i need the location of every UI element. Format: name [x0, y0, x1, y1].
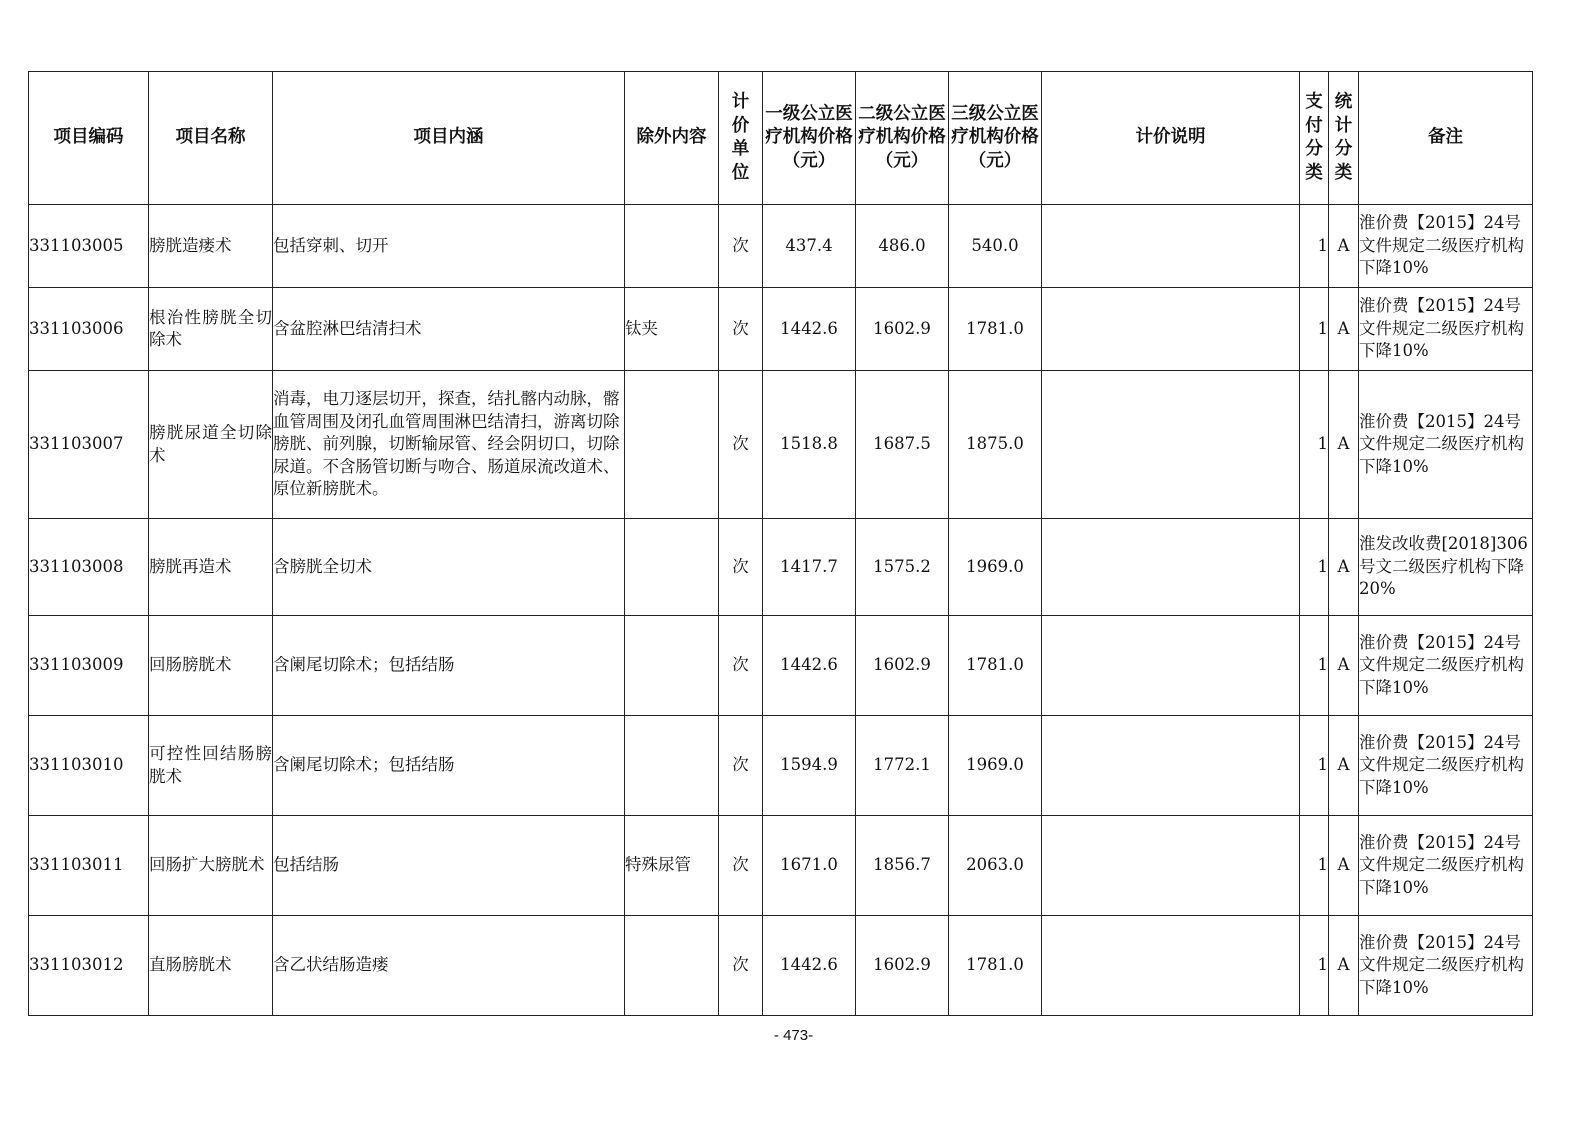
cell-unit: 次: [719, 519, 763, 616]
cell-payment-class: 1: [1300, 916, 1329, 1016]
header-unit: 计价单位: [731, 92, 750, 183]
price-table: [28, 71, 1533, 1016]
cell-price2: 1602.9: [856, 916, 949, 1016]
table-row: [29, 371, 1533, 519]
cell-name: 膀胱造瘘术: [149, 205, 273, 288]
cell-exclusion: [625, 716, 719, 816]
cell-pricing-note: [1042, 205, 1300, 288]
cell-name: 膀胱尿道全切除术: [149, 371, 273, 519]
cell-pricing-note: [1042, 519, 1300, 616]
header-price3-cell: [949, 72, 1042, 205]
cell-unit: 次: [719, 816, 763, 916]
cell-remark: 淮价费【2015】24号文件规定二级医疗机构下降10%: [1359, 616, 1533, 716]
cell-remark: 淮价费【2015】24号文件规定二级医疗机构下降10%: [1359, 371, 1533, 519]
cell-name: 回肠膀胱术: [149, 616, 273, 716]
cell-code: 331103008: [29, 519, 149, 616]
cell-content: 含阑尾切除术；包括结肠: [273, 616, 625, 716]
header-price1-cell: [763, 72, 856, 205]
header-unit-cell: [719, 72, 763, 205]
table-row: [29, 519, 1533, 616]
cell-price2: 1856.7: [856, 816, 949, 916]
cell-code: 331103006: [29, 288, 149, 371]
cell-code: 331103009: [29, 616, 149, 716]
table-row: [29, 616, 1533, 716]
cell-pricing-note: [1042, 916, 1300, 1016]
cell-pricing-note: [1042, 371, 1300, 519]
cell-pricing-note: [1042, 716, 1300, 816]
cell-name: 直肠膀胱术: [149, 916, 273, 1016]
cell-name: 根治性膀胱全切除术: [149, 288, 273, 371]
cell-remark: 淮价费【2015】24号文件规定二级医疗机构下降10%: [1359, 716, 1533, 816]
header-content: 项目内涵: [273, 72, 625, 205]
cell-price1: 437.4: [763, 205, 856, 288]
cell-price1: 1442.6: [763, 916, 856, 1016]
cell-stat-class: A: [1329, 916, 1359, 1016]
cell-exclusion: [625, 916, 719, 1016]
cell-exclusion: [625, 371, 719, 519]
cell-price2: 1602.9: [856, 288, 949, 371]
page-number: - 473-: [773, 1027, 814, 1044]
cell-price3: 1781.0: [949, 916, 1042, 1016]
cell-remark: 淮价费【2015】24号文件规定二级医疗机构下降10%: [1359, 916, 1533, 1016]
cell-price1: 1518.8: [763, 371, 856, 519]
cell-stat-class: A: [1329, 519, 1359, 616]
cell-price3: 540.0: [949, 205, 1042, 288]
cell-price2: 1602.9: [856, 616, 949, 716]
cell-exclusion: 钛夹: [625, 288, 719, 371]
cell-content: 包括结肠: [273, 816, 625, 916]
header-price1: 一级公立医疗机构价格（元）: [765, 103, 853, 171]
cell-payment-class: 1: [1300, 371, 1329, 519]
cell-price1: 1594.9: [763, 716, 856, 816]
cell-price2: 1772.1: [856, 716, 949, 816]
cell-content: 含乙状结肠造瘘: [273, 916, 625, 1016]
cell-price3: 1875.0: [949, 371, 1042, 519]
cell-remark: 淮价费【2015】24号文件规定二级医疗机构下降10%: [1359, 816, 1533, 916]
cell-price1: 1442.6: [763, 616, 856, 716]
cell-content: 含盆腔淋巴结清扫术: [273, 288, 625, 371]
cell-stat-class: A: [1329, 205, 1359, 288]
cell-payment-class: 1: [1300, 616, 1329, 716]
header-payment-class: 支付分类: [1305, 92, 1323, 183]
cell-payment-class: 1: [1300, 519, 1329, 616]
cell-price1: 1442.6: [763, 288, 856, 371]
cell-price2: 1575.2: [856, 519, 949, 616]
cell-pricing-note: [1042, 288, 1300, 371]
cell-name: 可控性回结肠膀胱术: [149, 716, 273, 816]
cell-remark: 淮价费【2015】24号文件规定二级医疗机构下降10%: [1359, 288, 1533, 371]
cell-exclusion: [625, 616, 719, 716]
cell-unit: 次: [719, 288, 763, 371]
cell-name: 膀胱再造术: [149, 519, 273, 616]
cell-payment-class: 1: [1300, 288, 1329, 371]
cell-exclusion: 特殊尿管: [625, 816, 719, 916]
cell-price3: 1781.0: [949, 616, 1042, 716]
table-row: [29, 816, 1533, 916]
cell-remark: 淮发改收费[2018]306号文二级医疗机构下降20%: [1359, 519, 1533, 616]
cell-payment-class: 1: [1300, 716, 1329, 816]
cell-content: 含阑尾切除术；包括结肠: [273, 716, 625, 816]
header-pay-cell: [1300, 72, 1329, 205]
cell-unit: 次: [719, 616, 763, 716]
cell-code: 331103005: [29, 205, 149, 288]
table-row: [29, 288, 1533, 371]
cell-price3: 1969.0: [949, 716, 1042, 816]
cell-price3: 1781.0: [949, 288, 1042, 371]
header-pricing-note: 计价说明: [1042, 72, 1300, 205]
header-stat-cell: [1329, 72, 1359, 205]
cell-stat-class: A: [1329, 371, 1359, 519]
cell-pricing-note: [1042, 616, 1300, 716]
cell-code: 331103012: [29, 916, 149, 1016]
cell-code: 331103007: [29, 371, 149, 519]
cell-remark: 淮价费【2015】24号文件规定二级医疗机构下降10%: [1359, 205, 1533, 288]
table-header-row: [29, 72, 1533, 205]
header-name: 项目名称: [149, 72, 273, 205]
header-stat-class: 统计分类: [1334, 92, 1353, 183]
cell-price1: 1671.0: [763, 816, 856, 916]
cell-content: 含膀胱全切术: [273, 519, 625, 616]
cell-code: 331103010: [29, 716, 149, 816]
cell-stat-class: A: [1329, 816, 1359, 916]
header-price2-cell: [856, 72, 949, 205]
cell-stat-class: A: [1329, 288, 1359, 371]
table-row: [29, 716, 1533, 816]
header-remark: 备注: [1359, 72, 1533, 205]
table-row: [29, 916, 1533, 1016]
header-code: 项目编码: [29, 72, 149, 205]
cell-content: 包括穿刺、切开: [273, 205, 625, 288]
cell-unit: 次: [719, 371, 763, 519]
cell-payment-class: 1: [1300, 205, 1329, 288]
cell-price2: 1687.5: [856, 371, 949, 519]
cell-content: 消毒，电刀逐层切开，探查，结扎髂内动脉，髂血管周围及闭孔血管周围淋巴结清扫，游离切除膀胱、前列腺，切断输尿管、经会阴切口，切除尿道。不含肠管切断与吻合、肠道尿流改道术、原位新膀胱术。: [273, 371, 625, 519]
cell-payment-class: 1: [1300, 816, 1329, 916]
header-price3: 三级公立医疗机构价格（元）: [951, 103, 1039, 171]
cell-unit: 次: [719, 916, 763, 1016]
cell-stat-class: A: [1329, 616, 1359, 716]
header-price2: 二级公立医疗机构价格（元）: [858, 103, 946, 171]
cell-price3: 1969.0: [949, 519, 1042, 616]
cell-unit: 次: [719, 205, 763, 288]
cell-unit: 次: [719, 716, 763, 816]
cell-exclusion: [625, 205, 719, 288]
table-row: [29, 205, 1533, 288]
cell-exclusion: [625, 519, 719, 616]
cell-name: 回肠扩大膀胱术: [149, 816, 273, 916]
cell-stat-class: A: [1329, 716, 1359, 816]
header-exclusion: 除外内容: [625, 72, 719, 205]
cell-price2: 486.0: [856, 205, 949, 288]
cell-price3: 2063.0: [949, 816, 1042, 916]
cell-price1: 1417.7: [763, 519, 856, 616]
cell-code: 331103011: [29, 816, 149, 916]
cell-pricing-note: [1042, 816, 1300, 916]
